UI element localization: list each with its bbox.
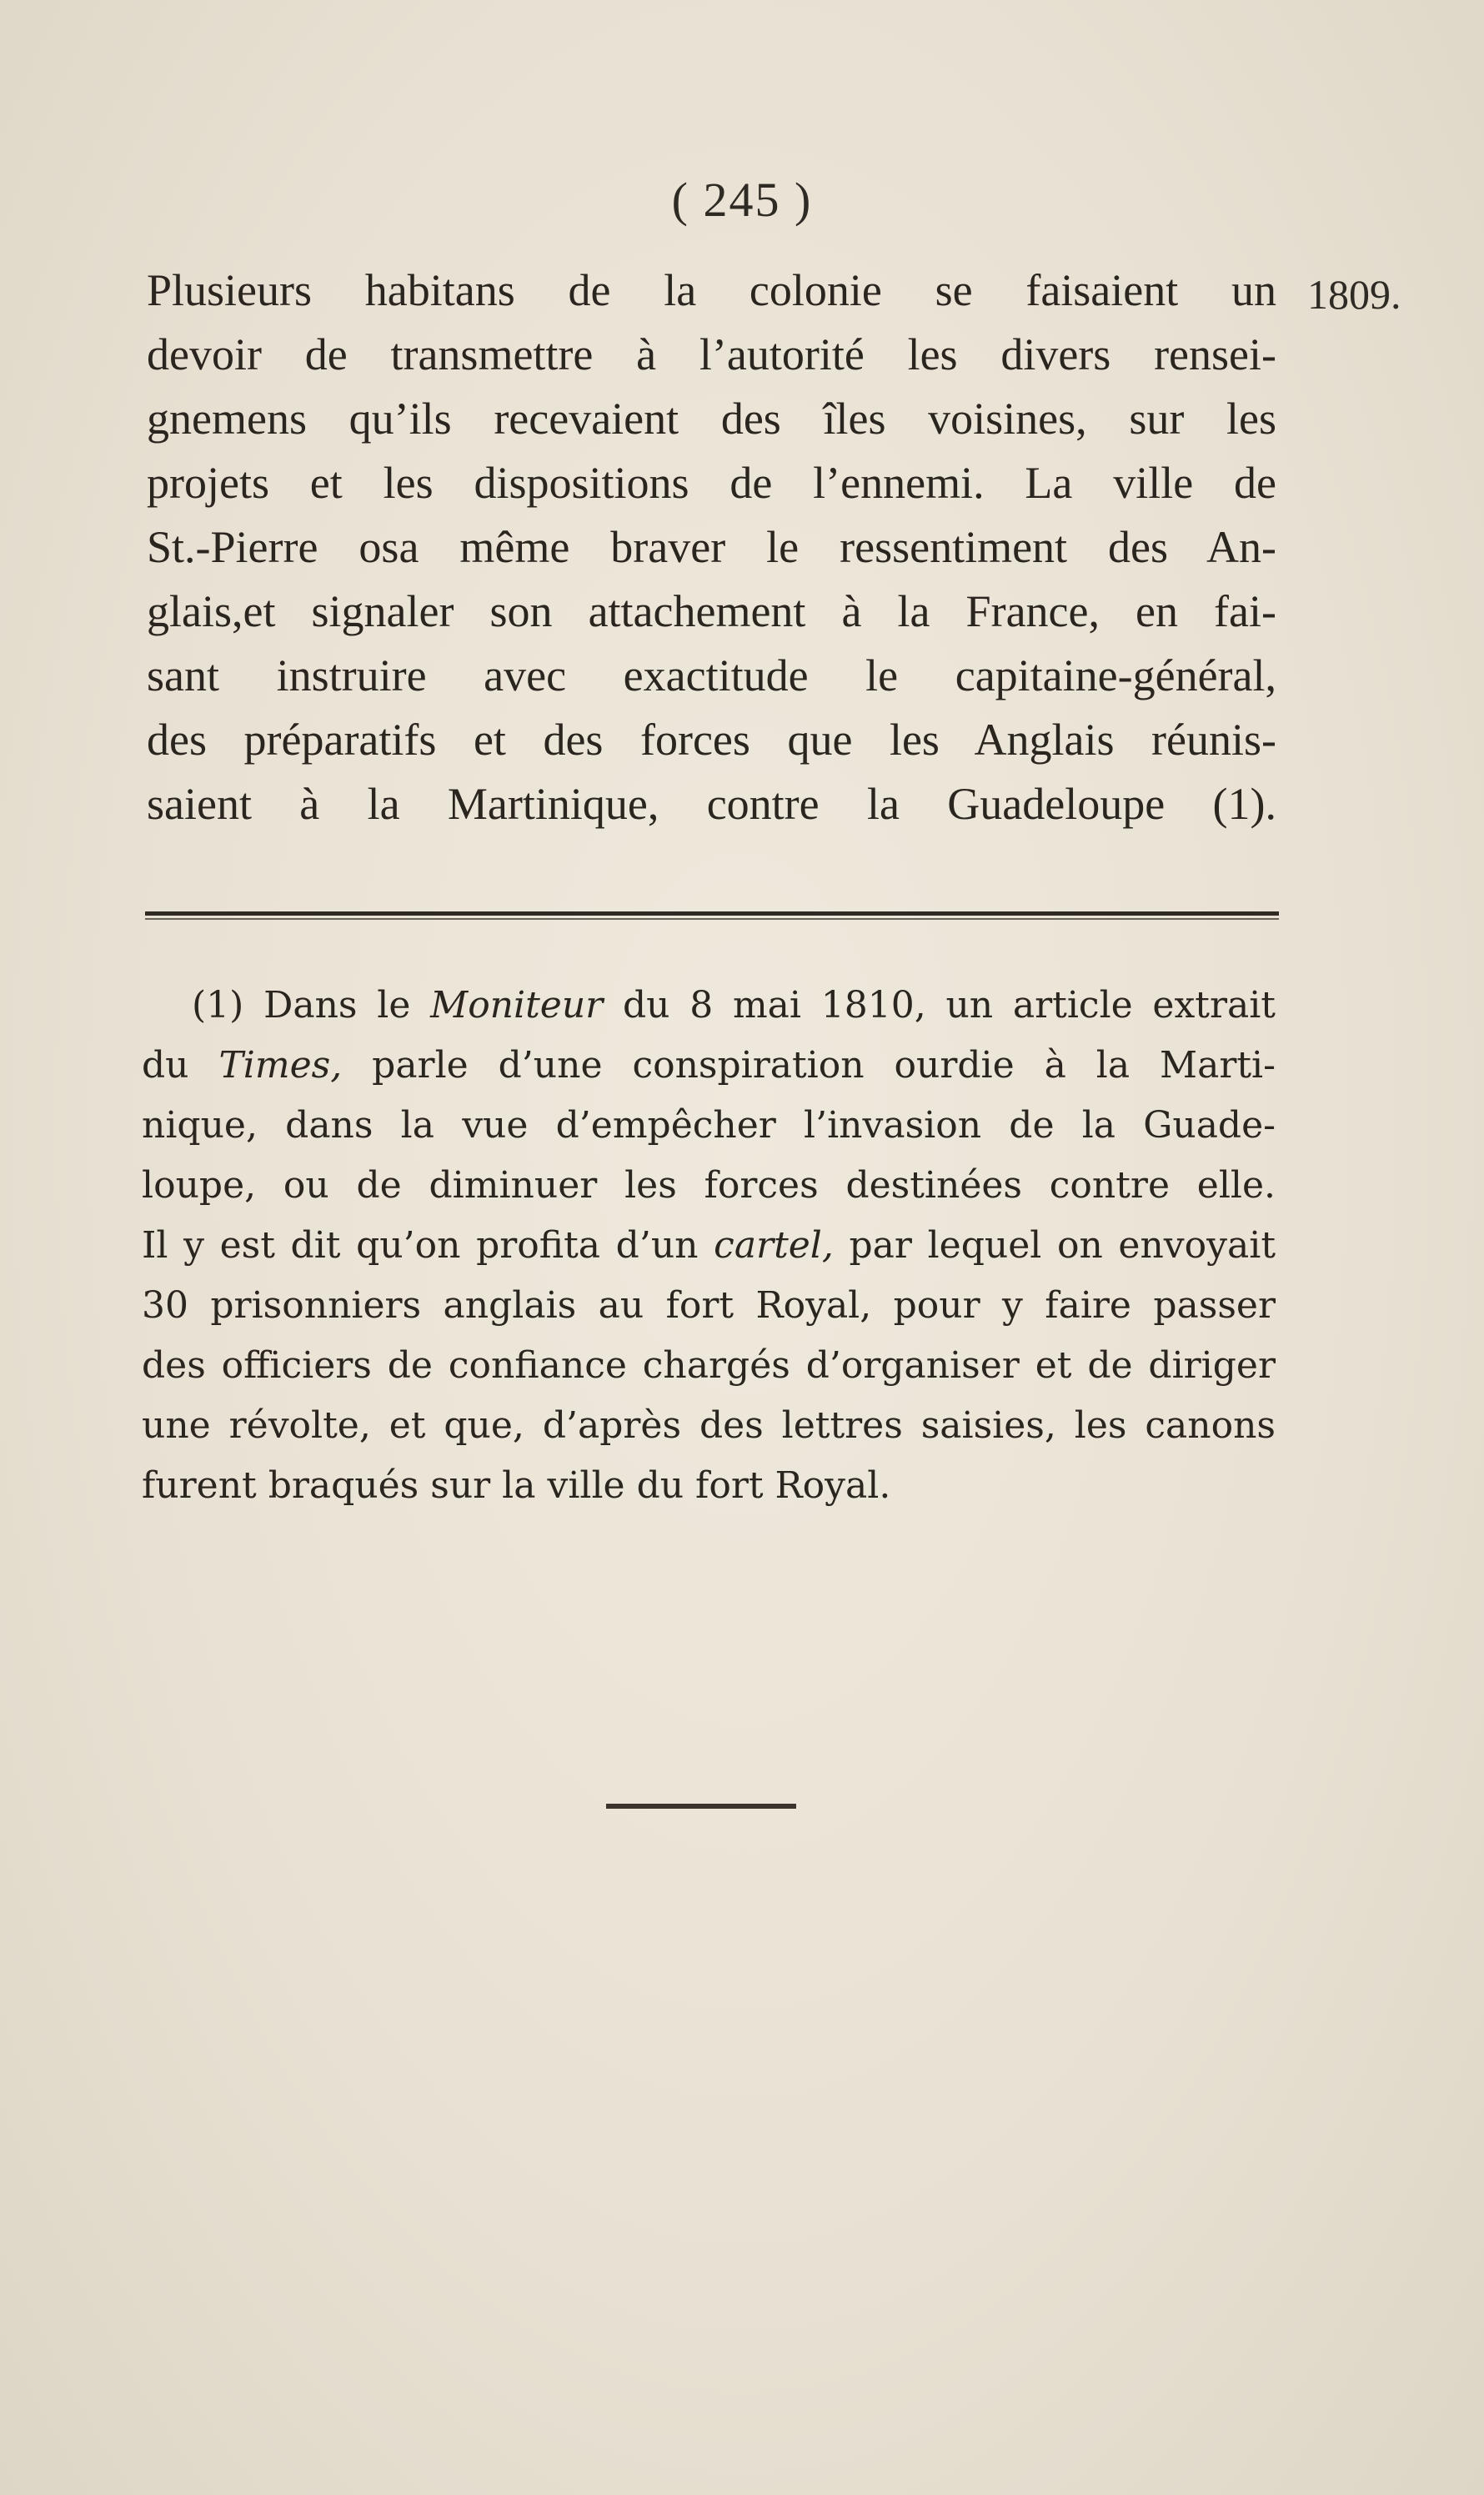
text-line: glais,et signaler son attachement à la France, en fai- (147, 586, 1276, 636)
footnote-text: du 8 mai 1810, un article extrait (603, 984, 1276, 1027)
show-through-texture (133, 1551, 1301, 2151)
footnote-text: Il y est dit qu’on profita d’un (142, 1224, 714, 1267)
footnote-text: par lequel on envoyait (833, 1224, 1276, 1267)
text-line: projets et les dispositions de l’ennemi. La ville de (147, 458, 1276, 508)
text-line: sant instruire avec exactitude le capitaine-général, (147, 650, 1276, 700)
footnote-italic: cartel, (714, 1224, 834, 1267)
margin-year: 1809. (1307, 271, 1401, 318)
footnote-text: du (142, 1044, 219, 1087)
footnote-line: furent braqués sur la ville du fort Royal. (142, 1464, 891, 1507)
main-paragraph (147, 259, 1276, 836)
footnote-line: des officiers de confiance chargés d’organiser et de diriger (142, 1344, 1276, 1387)
footnote (142, 976, 1276, 1516)
footnote-separator (145, 911, 1279, 916)
footnote-text: (1) Dans le (192, 984, 431, 1027)
footnote-line (142, 1036, 1276, 1096)
footnote-text: parle d’une conspiration ourdie à la Marti- (342, 1044, 1276, 1087)
footnote-line: une révolte, et que, d’après des lettres saisies, les canons (142, 1404, 1276, 1447)
footnote-line (142, 1216, 1276, 1276)
footnote-line: 30 prisonniers anglais au fort Royal, pour y faire passer (142, 1284, 1276, 1327)
text-line: des préparatifs et des forces que les Anglais réunis- (147, 715, 1276, 765)
footnote-italic: Moniteur (430, 984, 604, 1027)
footnote-line: loupe, ou de diminuer les forces destinées contre elle. (142, 1164, 1276, 1207)
footnote-separator-thin (145, 918, 1279, 920)
footnote-line (142, 976, 1276, 1036)
text-line: Plusieurs habitans de la colonie se faisaient un (147, 265, 1276, 315)
end-rule (606, 1804, 796, 1809)
text-line: devoir de transmettre à l’autorité les divers rensei- (147, 329, 1276, 379)
page-number: ( 245 ) (671, 173, 813, 227)
footnote-italic: Times, (218, 1044, 343, 1087)
text-line: St.-Pierre osa même braver le ressentiment des An- (147, 522, 1276, 572)
footnote-line: nique, dans la vue d’empêcher l’invasion de la Guade- (142, 1104, 1276, 1147)
text-line: saient à la Martinique, contre la Guadeloupe (1). (147, 779, 1276, 829)
text-line: gnemens qu’ils recevaient des îles voisines, sur les (147, 394, 1276, 444)
